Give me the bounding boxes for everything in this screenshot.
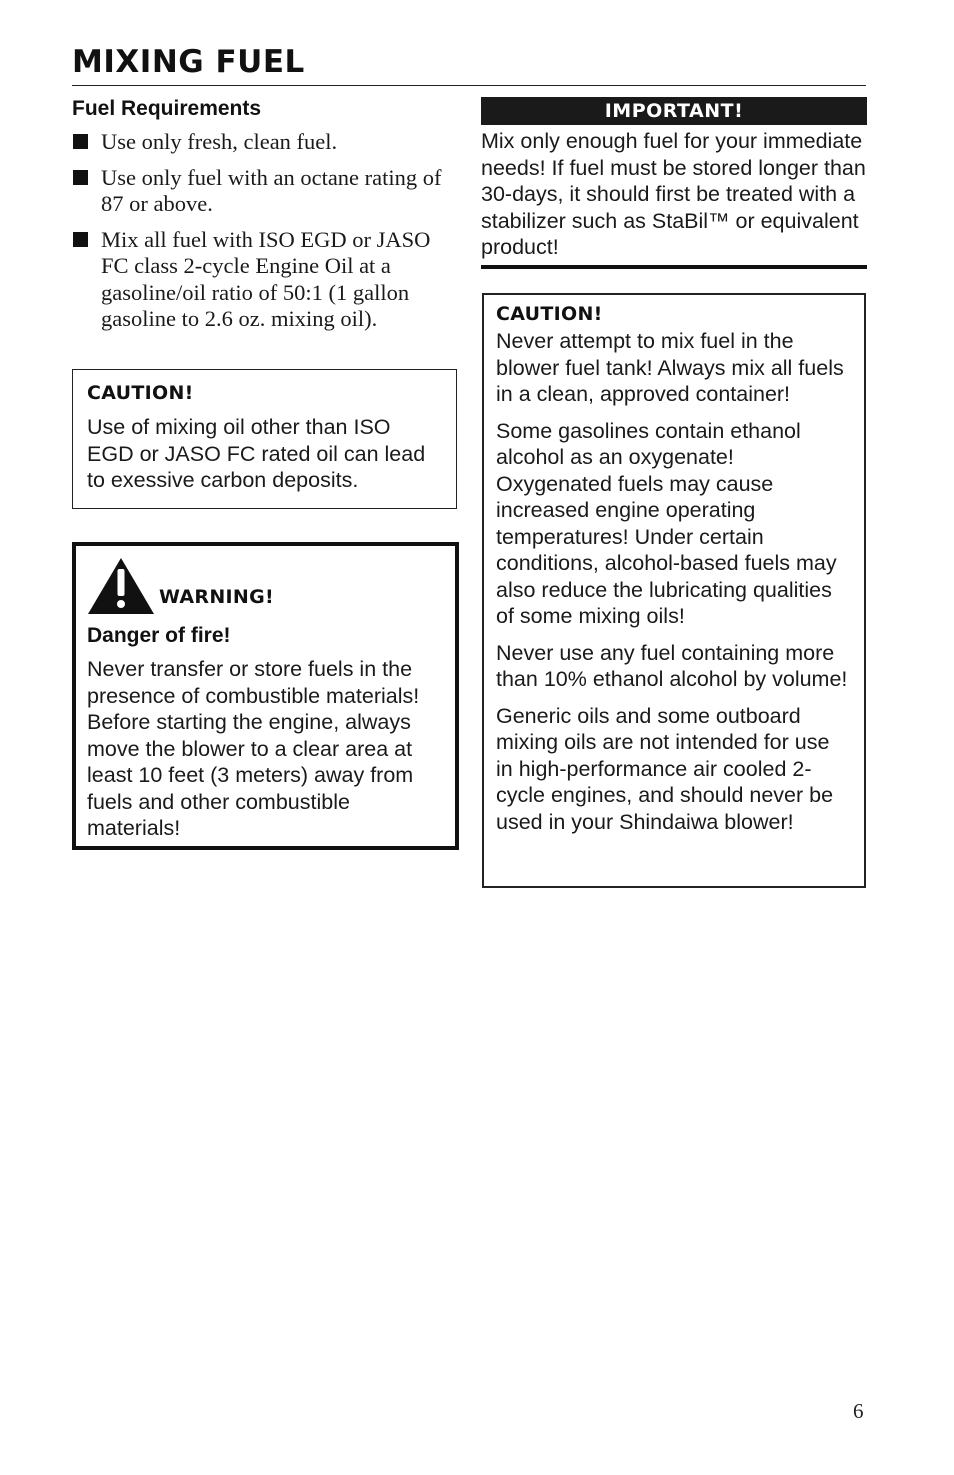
square-bullet-icon [73, 170, 88, 185]
caution-box-mixing-oil [72, 369, 457, 509]
page-title: MIXING FUEL [72, 44, 305, 80]
caution-heading: CAUTION! [496, 303, 603, 325]
list-item [72, 227, 460, 333]
fuel-requirements-heading: Fuel Requirements [72, 97, 262, 120]
list-item-text: Mix all fuel with ISO EGD or JASO FC class 2-cycle Engine Oil at a gasoline/oil ratio of 50:1 (1 gallon gasoline to 2.6 oz. mixing oil). [101, 226, 431, 331]
right-column [481, 97, 867, 261]
caution-text: Use of mixing oil other than ISO EGD or JASO FC rated oil can lead to exessive carbon deposits. [87, 415, 426, 492]
warning-triangle-icon [87, 557, 155, 615]
warning-header [87, 556, 445, 616]
list-item [72, 129, 460, 156]
fuel-requirements-list [72, 129, 460, 333]
warning-heading: WARNING! [159, 586, 274, 608]
important-divider [481, 265, 867, 269]
caution-box-fuel [482, 293, 866, 888]
page-number: 6 [853, 1399, 864, 1423]
list-item-text: Use only fuel with an octane rating of 87 or above. [101, 164, 442, 216]
caution-paragraph: Some gasolines contain ethanol alcohol as an oxygenate! Oxygenated fuels may cause increased engine operating temperatures! Under certain conditions, alcohol-based fuels may also reduce the lubricating qualities of some mixing oils! [496, 418, 837, 628]
square-bullet-icon [73, 232, 88, 247]
list-item [72, 165, 460, 218]
left-column [72, 95, 460, 342]
list-item-text: Use only fresh, clean fuel. [101, 129, 338, 154]
title-divider [72, 85, 866, 86]
warning-subheading: Danger of fire! [87, 624, 231, 647]
caution-paragraph: Never use any fuel containing more than 10% ethanol alcohol by volume! [496, 640, 848, 691]
important-text: Mix only enough fuel for your immediate needs! If fuel must be stored longer than 30-days, it should first be treated with a stabilizer such as StaBil™ or equivalent product! [481, 129, 866, 259]
important-banner: IMPORTANT! [481, 97, 867, 125]
square-bullet-icon [73, 134, 88, 149]
caution-paragraph: Generic oils and some outboard mixing oils are not intended for use in high-performance air cooled 2-cycle engines, and should never be used in your Shindaiwa blower! [496, 703, 834, 834]
caution-paragraph: Never attempt to mix fuel in the blower fuel tank! Always mix all fuels in a clean, approved container! [496, 329, 844, 406]
caution-heading: CAUTION! [87, 382, 194, 404]
warning-box-fire [72, 542, 459, 850]
warning-text: Never transfer or store fuels in the presence of combustible materials! Before starting the engine, always move the blower to a clear area at least 10 feet (3 meters) away from fuels and other combustible materials! [87, 657, 420, 840]
